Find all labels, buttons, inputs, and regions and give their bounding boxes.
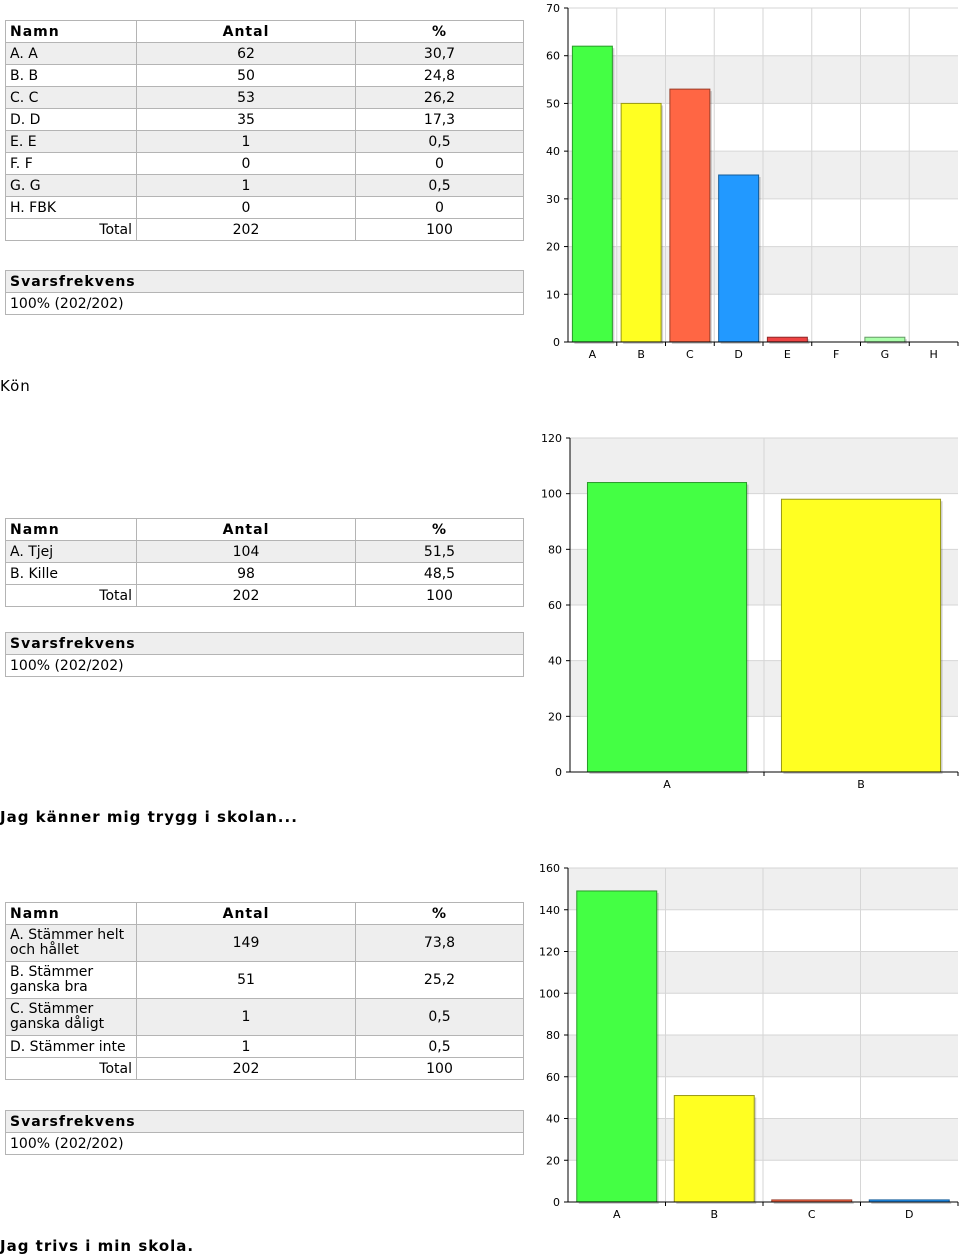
row-pct: 0,5 [356, 175, 524, 197]
results-table [5, 518, 524, 607]
table-total-row [6, 585, 524, 607]
table-header [6, 21, 524, 43]
table-row [6, 131, 524, 153]
bar-chart [520, 0, 960, 370]
row-pct: 17,3 [356, 109, 524, 131]
row-name: C. Stämmer ganska dåligt [6, 999, 137, 1036]
table-total-row [6, 219, 524, 241]
row-name: H. FBK [6, 197, 137, 219]
header-antal: Antal [137, 903, 356, 925]
y-tick-label: 20 [548, 710, 562, 724]
total-label: Total [6, 1058, 137, 1080]
x-tick-label: E [783, 348, 791, 361]
row-name: C. C [6, 87, 137, 109]
question-heading: Kön [0, 377, 31, 395]
row-pct: 0,5 [356, 999, 524, 1036]
row-count: 1 [137, 131, 356, 153]
y-tick-label: 140 [539, 903, 560, 917]
total-count: 202 [137, 219, 356, 241]
bar-a [572, 46, 612, 342]
header-antal: Antal [137, 519, 356, 541]
total-count: 202 [137, 585, 356, 607]
question-heading: Jag trivs i min skola. [0, 1237, 195, 1255]
y-tick-label: 120 [541, 432, 562, 445]
y-tick-label: 40 [548, 654, 562, 668]
y-tick-label: 20 [546, 1154, 560, 1168]
x-tick-label: C [807, 1208, 816, 1221]
row-name: B. B [6, 65, 137, 87]
y-tick-label: 60 [548, 599, 562, 612]
y-tick-label: 120 [539, 945, 560, 959]
y-tick-label: 40 [546, 145, 560, 159]
table-row [6, 87, 524, 109]
bar-b [781, 499, 940, 772]
table-row [6, 153, 524, 175]
row-name: A. A [6, 43, 137, 65]
question-heading: Jag känner mig trygg i skolan... [0, 808, 298, 826]
bar-b [674, 1096, 754, 1202]
row-pct: 26,2 [356, 87, 524, 109]
y-tick-label: 50 [546, 97, 560, 111]
row-count: 62 [137, 43, 356, 65]
response-rate-table [5, 632, 524, 677]
row-name: D. D [6, 109, 137, 131]
y-tick-label: 100 [541, 487, 562, 501]
response-rate-value: 100% (202/202) [6, 655, 524, 677]
row-count: 53 [137, 87, 356, 109]
y-tick-label: 0 [555, 766, 562, 779]
bar-g [865, 337, 905, 342]
response-rate-table [5, 1110, 524, 1155]
row-pct: 48,5 [356, 563, 524, 585]
bar-d [719, 175, 759, 342]
results-table [5, 902, 524, 1080]
row-count: 149 [137, 925, 356, 962]
x-tick-label: F [832, 348, 840, 361]
row-pct: 0 [356, 197, 524, 219]
y-tick-label: 10 [546, 288, 560, 302]
x-tick-label: A [588, 348, 597, 361]
row-count: 0 [137, 153, 356, 175]
row-pct: 0 [356, 153, 524, 175]
table-row [6, 43, 524, 65]
response-rate-value: 100% (202/202) [6, 293, 524, 315]
row-count: 104 [137, 541, 356, 563]
row-name: E. E [6, 131, 137, 153]
y-tick-label: 160 [539, 862, 560, 875]
row-name: B. Kille [6, 563, 137, 585]
table-row [6, 999, 524, 1036]
bar-e [767, 337, 807, 342]
row-count: 50 [137, 65, 356, 87]
row-name: A. Stämmer helt och hållet [6, 925, 137, 962]
row-name: G. G [6, 175, 137, 197]
row-count: 98 [137, 563, 356, 585]
bar-chart [520, 860, 960, 1230]
row-count: 51 [137, 962, 356, 999]
row-count: 1 [137, 1036, 356, 1058]
row-count: 35 [137, 109, 356, 131]
table-row [6, 175, 524, 197]
x-tick-label: B [857, 778, 865, 791]
header-antal: Antal [137, 21, 356, 43]
row-pct: 0,5 [356, 1036, 524, 1058]
header-namn: Namn [6, 21, 137, 43]
y-tick-label: 20 [546, 240, 560, 254]
total-pct: 100 [356, 1058, 524, 1080]
bar-a [577, 891, 657, 1202]
y-tick-label: 0 [553, 1196, 560, 1209]
bar-b [621, 103, 661, 342]
x-tick-label: G [880, 348, 890, 361]
response-rate-value: 100% (202/202) [6, 1133, 524, 1155]
table-header [6, 519, 524, 541]
row-name: F. F [6, 153, 137, 175]
row-pct: 30,7 [356, 43, 524, 65]
header-pct: % [356, 519, 524, 541]
table-row [6, 563, 524, 585]
table-row [6, 541, 524, 563]
table-header [6, 903, 524, 925]
total-count: 202 [137, 1058, 356, 1080]
x-tick-label: B [637, 348, 645, 361]
row-pct: 0,5 [356, 131, 524, 153]
response-rate-label: Svarsfrekvens [6, 1111, 524, 1133]
header-pct: % [356, 903, 524, 925]
response-rate-table [5, 270, 524, 315]
bar-chart [520, 430, 960, 800]
y-tick-label: 80 [548, 543, 562, 557]
row-count: 1 [137, 175, 356, 197]
y-tick-label: 0 [553, 336, 560, 349]
header-namn: Namn [6, 903, 137, 925]
table-row [6, 197, 524, 219]
row-name: D. Stämmer inte [6, 1036, 137, 1058]
row-count: 0 [137, 197, 356, 219]
table-row [6, 65, 524, 87]
row-pct: 25,2 [356, 962, 524, 999]
x-tick-label: A [612, 1208, 621, 1221]
header-namn: Namn [6, 519, 137, 541]
row-name: A. Tjej [6, 541, 137, 563]
total-pct: 100 [356, 219, 524, 241]
bar-c [670, 89, 710, 342]
total-label: Total [6, 219, 137, 241]
x-tick-label: B [710, 1208, 719, 1221]
results-table [5, 20, 524, 241]
y-tick-label: 60 [546, 1070, 560, 1084]
y-tick-label: 70 [546, 2, 560, 15]
total-label: Total [6, 585, 137, 607]
table-total-row [6, 1058, 524, 1080]
x-tick-label: H [929, 348, 938, 361]
table-row [6, 925, 524, 962]
total-pct: 100 [356, 585, 524, 607]
row-name: B. Stämmer ganska bra [6, 962, 137, 999]
x-tick-label: D [734, 348, 743, 361]
row-pct: 73,8 [356, 925, 524, 962]
table-row [6, 109, 524, 131]
y-tick-label: 80 [546, 1029, 560, 1042]
header-pct: % [356, 21, 524, 43]
y-tick-label: 100 [539, 987, 560, 1001]
row-pct: 24,8 [356, 65, 524, 87]
x-tick-label: A [663, 778, 671, 791]
y-tick-label: 30 [546, 192, 560, 206]
response-rate-label: Svarsfrekvens [6, 633, 524, 655]
table-row [6, 1036, 524, 1058]
response-rate-label: Svarsfrekvens [6, 271, 524, 293]
y-tick-label: 60 [546, 49, 560, 63]
y-tick-label: 40 [546, 1112, 560, 1126]
bar-a [587, 483, 746, 772]
row-count: 1 [137, 999, 356, 1036]
row-pct: 51,5 [356, 541, 524, 563]
table-row [6, 962, 524, 999]
x-tick-label: D [905, 1208, 914, 1221]
x-tick-label: C [686, 348, 694, 361]
